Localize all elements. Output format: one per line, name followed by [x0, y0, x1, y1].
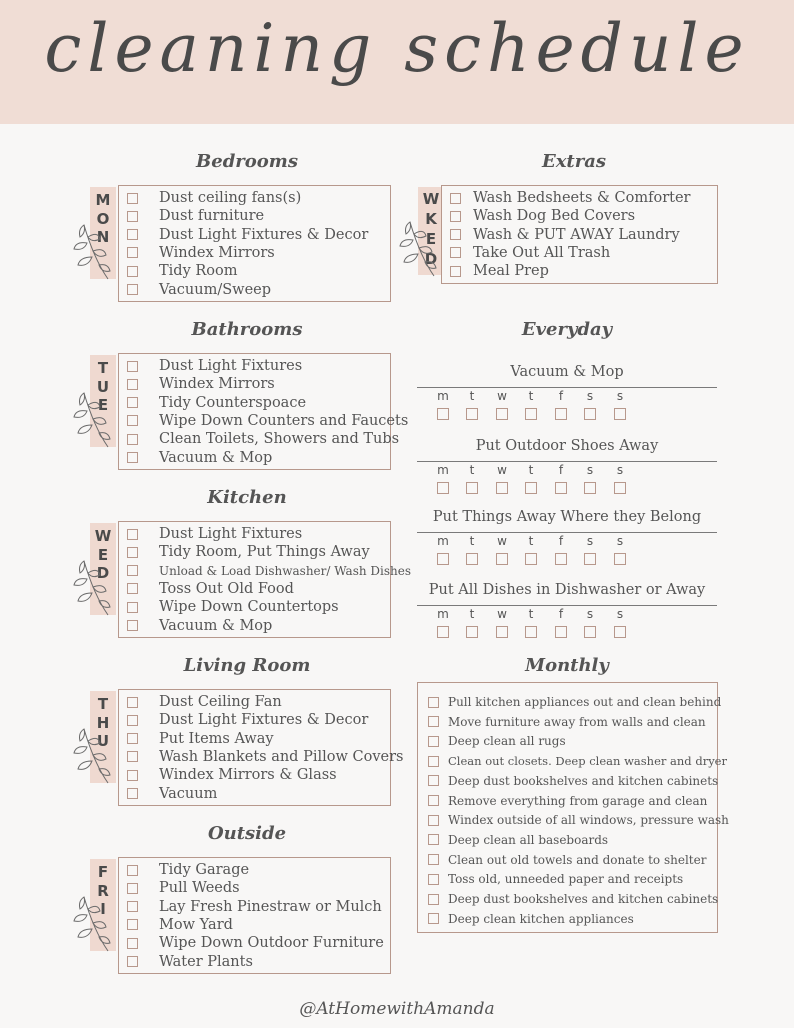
item-label: Windex outside of all windows, pressure wash [448, 813, 729, 828]
day-letter: E [97, 396, 109, 414]
item-label: Wash & PUT AWAY Laundry [473, 226, 680, 243]
item-label: Vacuum & Mop [159, 449, 273, 466]
day-letter: D [96, 564, 110, 582]
checklist-item[interactable] [127, 693, 282, 711]
weekday-label: s [586, 534, 594, 548]
weekday-label: f [558, 389, 564, 403]
section-title-outside: Outside [207, 823, 287, 844]
item-label: Pull kitchen appliances out and clean behind [448, 695, 722, 709]
day-letter: M [95, 191, 111, 209]
everyday-checkbox[interactable] [437, 626, 449, 638]
item-label: Dust Light Fixtures [159, 526, 303, 542]
checklist-item[interactable] [127, 617, 272, 635]
item-label: Move furniture away from walls and clean [448, 714, 706, 729]
checklist-item[interactable] [450, 262, 549, 280]
leaf-icon [72, 721, 112, 789]
item-label: Wipe Down Counters and Faucets [159, 412, 409, 429]
item-label: Dust Light Fixtures & Decor [159, 226, 369, 243]
checklist-item[interactable] [428, 732, 566, 750]
checkbox[interactable] [127, 284, 138, 295]
checklist-item[interactable] [127, 766, 337, 784]
divider-line [417, 387, 717, 388]
checkbox[interactable] [127, 602, 138, 613]
everyday-checkbox[interactable] [525, 626, 537, 638]
checklist-item[interactable] [127, 262, 238, 280]
section-title-kitchen: Kitchen [207, 487, 287, 508]
day-letter: W [94, 527, 112, 545]
day-letter: I [100, 900, 106, 918]
everyday-checkbox[interactable] [496, 553, 508, 565]
item-label: Deep clean kitchen appliances [448, 911, 634, 926]
checklist-item[interactable] [127, 934, 384, 952]
everyday-checkbox[interactable] [584, 626, 596, 638]
checkbox[interactable] [127, 715, 138, 726]
checklist-box [118, 857, 391, 974]
weekday-label: t [528, 389, 534, 403]
weekday-label: w [497, 607, 507, 621]
checkbox[interactable] [127, 865, 138, 876]
checklist-item[interactable] [127, 430, 399, 448]
everyday-checkbox[interactable] [437, 482, 449, 494]
checklist-item[interactable] [127, 281, 271, 299]
day-letter: D [424, 250, 438, 268]
weekday-label: t [528, 607, 534, 621]
checkbox[interactable] [428, 815, 439, 826]
item-label: Tidy Garage [159, 862, 250, 878]
item-label: Vacuum [159, 785, 218, 802]
day-letter: F [97, 863, 109, 881]
checkbox[interactable] [127, 901, 138, 912]
weekday-label: t [528, 534, 534, 548]
everyday-checkbox[interactable] [437, 553, 449, 565]
item-label: Deep clean all baseboards [448, 832, 609, 847]
checklist-box [118, 521, 411, 638]
checkbox[interactable] [127, 452, 138, 463]
item-label: Clean out old towels and donate to shelter [448, 852, 707, 867]
checkbox[interactable] [127, 733, 138, 744]
checklist-item[interactable] [450, 244, 610, 262]
everyday-checkbox[interactable] [525, 553, 537, 565]
day-letter: H [96, 713, 110, 732]
checkbox[interactable] [127, 547, 138, 558]
checkbox[interactable] [127, 956, 138, 967]
item-label: Wipe Down Outdoor Furniture [159, 935, 384, 952]
checkbox[interactable] [450, 247, 461, 258]
checkbox[interactable] [127, 229, 138, 240]
weekday-label: f [558, 607, 564, 621]
checkbox[interactable] [127, 379, 138, 390]
checkbox[interactable] [127, 697, 138, 708]
item-label: Dust Light Fixtures & Decor [159, 712, 369, 729]
weekday-label: s [616, 607, 624, 621]
everyday-checkbox[interactable] [555, 553, 567, 565]
checkbox[interactable] [127, 361, 138, 372]
item-label: Tidy Room [159, 263, 238, 280]
monthly-box [417, 682, 729, 933]
checklist-item[interactable] [428, 910, 634, 928]
section-title-living-room: Living Room [183, 655, 311, 676]
day-letter: N [96, 228, 110, 246]
weekday-label: m [437, 534, 449, 548]
item-label: Wipe Down Countertops [159, 599, 339, 616]
checkbox[interactable] [450, 266, 461, 277]
item-label: Dust furniture [159, 208, 265, 225]
item-label: Clean out closets. Deep clean washer and dryer [448, 754, 727, 769]
day-letter: T [97, 695, 109, 713]
everyday-checkbox[interactable] [525, 482, 537, 494]
day-letter: K [425, 210, 437, 228]
checklist-item[interactable] [127, 207, 264, 225]
checklist-item[interactable] [127, 580, 294, 598]
checkbox[interactable] [428, 756, 439, 767]
item-label: Wash Dog Bed Covers [473, 208, 636, 225]
section-title-extras: Extras [541, 151, 607, 172]
checkbox[interactable] [428, 697, 439, 708]
checklist-item[interactable] [127, 861, 249, 879]
everyday-checkbox[interactable] [555, 482, 567, 494]
checklist-item[interactable] [127, 879, 240, 897]
day-letter: W [422, 190, 440, 208]
item-label: Windex Mirrors [159, 244, 275, 261]
weekday-label: s [616, 463, 624, 477]
checklist-item[interactable] [127, 543, 370, 561]
checklist-item[interactable] [127, 562, 411, 580]
checkbox[interactable] [428, 894, 439, 905]
checkbox[interactable] [428, 874, 439, 885]
checklist-item[interactable] [428, 792, 707, 810]
checklist-item[interactable] [428, 890, 718, 908]
everyday-checkbox[interactable] [496, 408, 508, 420]
leaf-icon [72, 217, 112, 285]
weekday-label: w [497, 534, 507, 548]
weekday-label: f [558, 534, 564, 548]
checklist-item[interactable] [450, 207, 635, 225]
item-label: Mow Yard [159, 916, 233, 933]
checklist-item[interactable] [127, 916, 233, 934]
item-label: Tidy Counterspoace [159, 394, 307, 411]
checklist-item[interactable] [450, 226, 680, 244]
item-label: Dust Ceiling Fan [159, 694, 282, 710]
checklist-item[interactable] [428, 851, 706, 869]
item-label: Vacuum & Mop [159, 617, 273, 634]
checkbox[interactable] [127, 434, 138, 445]
checklist-item[interactable] [127, 357, 302, 375]
checkbox[interactable] [127, 883, 138, 894]
item-label: Vacuum/Sweep [159, 281, 272, 298]
checkbox[interactable] [127, 620, 138, 631]
section-title-bedrooms: Bedrooms [196, 151, 298, 172]
everyday-checkbox[interactable] [614, 553, 626, 565]
checkbox[interactable] [127, 415, 138, 426]
checklist-item[interactable] [428, 693, 721, 711]
everyday-checkbox[interactable] [614, 482, 626, 494]
day-letter: U [96, 377, 110, 396]
item-label: Windex Mirrors [159, 376, 275, 393]
checklist-item[interactable] [127, 375, 275, 393]
checklist-box [118, 185, 391, 302]
weekday-label: s [586, 389, 594, 403]
divider-line [417, 461, 717, 462]
checklist-item[interactable] [428, 752, 727, 770]
everyday-checkbox[interactable] [525, 408, 537, 420]
everyday-checkbox[interactable] [466, 482, 478, 494]
everyday-checkbox[interactable] [496, 626, 508, 638]
everyday-checkbox[interactable] [466, 626, 478, 638]
section-title-everyday: Everyday [521, 319, 613, 340]
checklist-item[interactable] [428, 831, 608, 849]
item-label: Dust Light Fixtures [159, 358, 303, 374]
checklist-item[interactable] [428, 811, 729, 829]
checklist-item[interactable] [127, 226, 368, 244]
item-label: Clean Toilets, Showers and Tubs [159, 431, 400, 448]
item-label: Water Plants [159, 953, 253, 970]
item-label: Remove everything from garage and clean [448, 793, 708, 808]
checkbox[interactable] [127, 919, 138, 930]
item-label: Dust ceiling fans(s) [159, 190, 302, 206]
checkbox[interactable] [428, 834, 439, 845]
everyday-checkbox[interactable] [614, 408, 626, 420]
everyday-checkbox[interactable] [555, 626, 567, 638]
checklist-item[interactable] [127, 748, 403, 766]
checklist-item[interactable] [127, 525, 302, 543]
everyday-task-label: Put Things Away Where they Belong [432, 509, 702, 525]
item-label: Toss Out Old Food [159, 580, 294, 597]
item-label: Wash Blankets and Pillow Covers [159, 748, 404, 765]
item-label: Put Items Away [159, 730, 274, 747]
checklist-item[interactable] [428, 870, 683, 888]
everyday-checkbox[interactable] [466, 553, 478, 565]
day-letter: O [96, 209, 110, 228]
checkbox[interactable] [127, 938, 138, 949]
item-label: Take Out All Trash [473, 244, 611, 261]
checklist-item[interactable] [127, 449, 272, 467]
everyday-checkbox[interactable] [437, 408, 449, 420]
checkbox[interactable] [428, 854, 439, 865]
checkbox[interactable] [428, 716, 439, 727]
section-title-bathrooms: Bathrooms [191, 319, 303, 340]
leaf-icon [72, 889, 112, 957]
checklist-box [118, 689, 404, 806]
checklist-item[interactable] [127, 711, 368, 729]
everyday-task-label: Put All Dishes in Dishwasher or Away [428, 582, 706, 598]
item-label: Windex Mirrors & Glass [159, 767, 337, 784]
day-letter: T [97, 359, 109, 377]
checklist-box [118, 353, 409, 470]
checklist-item[interactable] [127, 412, 408, 430]
section-title-monthly: Monthly [525, 655, 609, 676]
everyday-checkbox[interactable] [584, 408, 596, 420]
footer-handle: @AtHomewithAmanda [299, 999, 495, 1019]
checklist-item[interactable] [127, 189, 301, 207]
checkbox[interactable] [127, 193, 138, 204]
checklist-item[interactable] [127, 953, 253, 971]
item-label: Unload & Load Dishwasher/ Wash Dishes [159, 563, 411, 578]
checkbox[interactable] [428, 736, 439, 747]
divider-line [417, 532, 717, 533]
item-label: Deep dust bookshelves and kitchen cabinets [448, 773, 719, 788]
item-label: Meal Prep [473, 263, 549, 280]
item-label: Wash Bedsheets & Comforter [473, 190, 691, 206]
everyday-checkbox[interactable] [496, 482, 508, 494]
weekday-label: m [437, 607, 449, 621]
day-letter: R [97, 881, 109, 900]
checkbox[interactable] [450, 229, 461, 240]
weekday-label: t [469, 463, 475, 477]
checkbox[interactable] [127, 751, 138, 762]
checkbox[interactable] [127, 211, 138, 222]
weekday-label: t [469, 607, 475, 621]
item-label: Toss old, unneeded paper and receipts [448, 872, 684, 887]
checklist-item[interactable] [428, 713, 706, 731]
everyday-task-label: Put Outdoor Shoes Away [475, 438, 659, 454]
weekday-label: s [586, 607, 594, 621]
weekday-label: m [437, 463, 449, 477]
item-label: Lay Fresh Pinestraw or Mulch [159, 898, 382, 915]
weekday-label: f [558, 463, 564, 477]
leaf-icon [72, 385, 112, 453]
checkbox[interactable] [428, 913, 439, 924]
checklist-item[interactable] [127, 898, 382, 916]
checkbox[interactable] [428, 795, 439, 806]
weekday-label: s [616, 534, 624, 548]
checkbox[interactable] [127, 247, 138, 258]
leaf-icon [72, 553, 112, 621]
weekday-label: s [586, 463, 594, 477]
checkbox[interactable] [127, 565, 138, 576]
page-title: cleaning schedule [44, 10, 750, 87]
checkbox[interactable] [127, 770, 138, 781]
weekday-label: s [616, 389, 624, 403]
weekday-label: w [497, 463, 507, 477]
checklist-item[interactable] [127, 785, 217, 803]
everyday-checkbox[interactable] [555, 408, 567, 420]
weekday-label: t [469, 389, 475, 403]
weekday-label: t [528, 463, 534, 477]
everyday-checkbox[interactable] [584, 482, 596, 494]
weekday-label: w [497, 389, 507, 403]
checklist-item[interactable] [127, 730, 274, 748]
item-label: Deep clean all rugs [448, 734, 566, 749]
item-label: Pull Weeds [159, 880, 240, 897]
item-label: Tidy Room, Put Things Away [159, 544, 370, 561]
weekday-label: m [437, 389, 449, 403]
checklist-item[interactable] [428, 772, 718, 790]
day-letter: E [425, 230, 437, 248]
checklist-item[interactable] [450, 189, 690, 207]
everyday-task-label: Vacuum & Mop [510, 364, 624, 380]
everyday-checkbox[interactable] [584, 553, 596, 565]
checklist-item[interactable] [127, 394, 306, 412]
checklist-item[interactable] [127, 598, 339, 616]
checkbox[interactable] [127, 266, 138, 277]
weekday-label: t [469, 534, 475, 548]
divider-line [417, 605, 717, 606]
day-letter: E [97, 545, 109, 564]
checkbox[interactable] [127, 788, 138, 799]
checkbox[interactable] [450, 193, 461, 204]
item-label: Deep dust bookshelves and kitchen cabinets [448, 892, 719, 906]
checklist-item[interactable] [127, 244, 275, 262]
leaf-icon [398, 214, 438, 282]
checkbox[interactable] [127, 397, 138, 408]
checkbox[interactable] [450, 211, 461, 222]
checkbox[interactable] [127, 529, 138, 540]
day-letter: U [96, 732, 110, 750]
everyday-checkbox[interactable] [614, 626, 626, 638]
everyday-checkbox[interactable] [466, 408, 478, 420]
checkbox[interactable] [127, 583, 138, 594]
checklist-box [441, 185, 718, 284]
checkbox[interactable] [428, 775, 439, 786]
